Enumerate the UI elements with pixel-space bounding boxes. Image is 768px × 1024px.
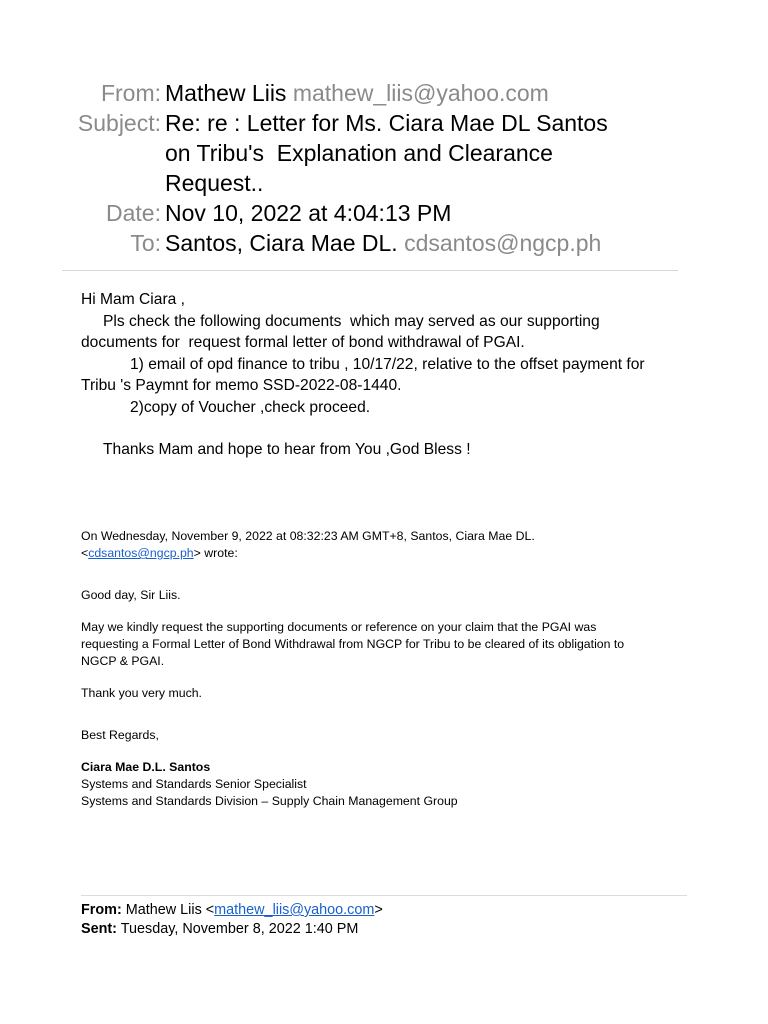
body-item-2: 2)copy of Voucher ,check proceed. [130, 398, 371, 416]
subject-line-3: Request.. [165, 170, 264, 196]
quoted-request-line-2: requesting a Formal Letter of Bond Withdrawal from NGCP for Tribu to be cleared of its obligation to [81, 637, 625, 651]
signature-name: Ciara Mae D.L. Santos [81, 760, 211, 774]
forwarded-header [81, 901, 691, 939]
spacer [81, 562, 691, 587]
header-divider [62, 270, 678, 271]
from-email[interactable]: mathew_liis@yahoo.com [292, 80, 549, 106]
quoted-request-line-3: NGCP & PGAI. [81, 654, 165, 668]
signature-division: Systems and Standards Division – Supply Chain Management Group [81, 794, 458, 808]
forwarded-from-gt: > [374, 902, 383, 918]
email-header [0, 78, 768, 258]
forwarded-from-email-link[interactable]: mathew_liis@yahoo.com [214, 902, 375, 918]
forwarded-sent-label: Sent: [81, 921, 117, 937]
subject-label: Subject: [77, 110, 161, 136]
signature-title: Systems and Standards Senior Specialist [81, 777, 307, 791]
quoted-intro-line-1: On Wednesday, November 9, 2022 at 08:32:23 AM GMT+8, Santos, Ciara Mae DL. [81, 529, 535, 543]
header-date-row [0, 198, 768, 228]
quoted-greeting: Good day, Sir Liis. [81, 588, 181, 602]
from-name: Mathew Liis [165, 80, 287, 106]
spacer [81, 418, 691, 439]
email-body [81, 289, 691, 461]
intro-lt: < [81, 546, 89, 560]
body-item-1-line-2: Tribu 's Paymnt for memo SSD-2022-08-1440. [81, 377, 402, 394]
header-subject-row [0, 108, 768, 198]
quoted-email-link[interactable]: cdsantos@ngcp.ph [88, 546, 194, 560]
to-label: To: [130, 230, 161, 256]
from-label: From: [100, 80, 161, 106]
forwarded-sent-row [81, 920, 691, 939]
forwarded-from-row [81, 901, 691, 920]
to-value [165, 228, 645, 258]
from-value [165, 78, 645, 108]
spacer [81, 744, 691, 759]
body-line-2: documents for request formal letter of bond withdrawal of PGAI. [81, 334, 525, 351]
subject-value [165, 108, 645, 198]
quoted-intro-line-2 [81, 545, 691, 562]
spacer [81, 702, 691, 727]
header-from-row [0, 78, 768, 108]
intro-wrote: > wrote: [193, 546, 238, 560]
forward-divider [81, 895, 687, 896]
forwarded-sent-value: Tuesday, November 8, 2022 1:40 PM [120, 921, 359, 937]
quoted-message [81, 528, 691, 810]
forwarded-from-label: From: [81, 902, 122, 918]
subject-line-1: Re: re : Letter for Ms. Ciara Mae DL Santos [165, 110, 608, 136]
date-label: Date: [106, 200, 161, 226]
quoted-request-line-1: May we kindly request the supporting documents or reference on your claim that the PGAI was [81, 620, 597, 634]
spacer [81, 604, 691, 619]
body-closing: Thanks Mam and hope to hear from You ,God Bless ! [103, 441, 471, 458]
to-email[interactable]: cdsantos@ngcp.ph [404, 230, 602, 256]
body-line-1: Pls check the following documents which may served as our supporting [103, 312, 600, 330]
body-item-1-line-1: 1) email of opd finance to tribu , 10/17/22, relative to the offset payment for [130, 355, 645, 373]
forwarded-from-name: Mathew Liis < [125, 902, 215, 918]
body-greeting: Hi Mam Ciara , [81, 291, 185, 308]
to-name: Santos, Ciara Mae DL. [165, 230, 398, 256]
subject-line-2: on Tribu's Explanation and Clearance [165, 140, 553, 166]
date-value: Nov 10, 2022 at 4:04:13 PM [165, 200, 452, 226]
header-to-row [0, 228, 768, 258]
spacer [81, 670, 691, 685]
quoted-thanks: Thank you very much. [81, 686, 202, 700]
quoted-regards: Best Regards, [81, 728, 159, 742]
